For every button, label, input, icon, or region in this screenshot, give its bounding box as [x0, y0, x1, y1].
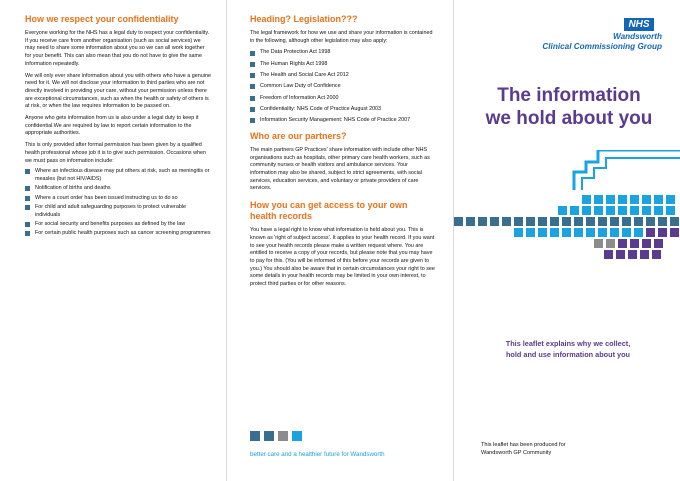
bullet-square-icon: [250, 51, 255, 56]
decor-square: [292, 431, 302, 441]
bullet-square-icon: [25, 222, 30, 227]
map-square: [558, 206, 567, 215]
produced-line-1: This leaflet has been produced for: [481, 442, 566, 448]
list-item: The Data Protection Act 1998: [250, 49, 436, 57]
map-square: [562, 217, 571, 226]
cover-lead-line-1: This leaflet explains why we collect,: [505, 339, 631, 348]
tagline: better care and a healthier future for Wandsworth: [250, 451, 385, 458]
list-item: Where a court order has been issued instructing us to do so: [25, 195, 211, 203]
map-square: [610, 217, 619, 226]
map-square: [490, 217, 499, 226]
bullet-square-icon: [250, 118, 255, 123]
cover-title-line-2: we hold about you: [485, 108, 653, 129]
map-square: [618, 195, 627, 204]
map-square: [606, 206, 615, 215]
map-square: [562, 228, 571, 237]
map-square: [606, 239, 615, 248]
confidentiality-paragraph-1: Everyone working for the NHS has a legal duty to respect your confidentiality. If you receive care from another organisation (such as social services) we may need to share some information about you so we can all work together for your benefit. This can also mean that you do not have to give the same information repeatedly.: [25, 30, 210, 67]
map-square: [640, 250, 649, 259]
map-square: [654, 195, 663, 204]
bullet-square-icon: [250, 84, 255, 89]
list-item: Information Security Management: NHS Code of Practice 2007: [250, 117, 436, 125]
map-square: [586, 217, 595, 226]
org-name-line-2: Clinical Commissioning Group: [542, 42, 662, 51]
map-square: [570, 206, 579, 215]
cover-title: [474, 84, 664, 130]
bullet-square-icon: [25, 205, 30, 210]
map-square: [622, 217, 631, 226]
map-square: [654, 239, 663, 248]
list-item: Confidentiality: NHS Code of Practice August 2003: [250, 106, 436, 114]
map-square: [466, 217, 475, 226]
map-square: [630, 206, 639, 215]
map-square: [634, 228, 643, 237]
map-square: [454, 217, 463, 226]
list-item: Where an infectious disease may put others at risk, such as meningitis or measles (but not HIV/AIDS): [25, 168, 211, 183]
map-square: [550, 217, 559, 226]
map-square: [634, 217, 643, 226]
disclosure-list: [25, 168, 211, 238]
list-item: Common Law Duty of Confidence: [250, 83, 436, 91]
map-square: [538, 217, 547, 226]
map-square: [622, 228, 631, 237]
map-square: [598, 228, 607, 237]
map-square: [598, 217, 607, 226]
decor-square: [264, 431, 274, 441]
confidentiality-paragraph-4: This is only provided after formal permission has been given by a qualified health professional whose job it is to give such permission. Occasions when we must pass on information include:: [25, 142, 206, 164]
partners-text: The main partners GP Practices' share information with include other NHS organisations such as hospitals, other primary care health workers, such as community nurses or health visitors and ambulance services. Your information may also be shared, subject to strict agreements, with social services, education services, and voluntary or private providers of care services.: [250, 146, 430, 192]
bullet-square-icon: [250, 96, 255, 101]
bullet-square-icon: [250, 107, 255, 112]
list-item: Freedom of Information Act 2000: [250, 95, 436, 103]
map-square: [550, 228, 559, 237]
map-square: [594, 206, 603, 215]
map-square: [606, 195, 615, 204]
map-square: [654, 206, 663, 215]
legislation-intro: The legal framework for how we use and share your information is contained in the following, although other legislation may also apply:: [250, 30, 433, 44]
map-square: [646, 217, 655, 226]
map-square: [642, 206, 651, 215]
confidentiality-paragraph-2: We will only ever share information about you with others who have a genuine need for it. We will not disclose your information to third parties who are not directly involved in providing your care, without your permission unless there are exceptional circumstances, such as when the health or safety of others is at risk, or when the law requires information to be passed on.: [25, 72, 211, 110]
bullet-square-icon: [25, 196, 30, 201]
map-square: [604, 250, 613, 259]
map-square: [514, 228, 523, 237]
map-square: [646, 228, 655, 237]
map-square: [666, 206, 675, 215]
bullet-square-icon: [250, 73, 255, 78]
panel-legislation: [227, 0, 453, 481]
panel-confidentiality: [0, 0, 226, 481]
map-square: [478, 217, 487, 226]
map-square: [630, 195, 639, 204]
map-square: [670, 228, 679, 237]
map-square: [526, 228, 535, 237]
map-square: [526, 217, 535, 226]
map-square: [642, 195, 651, 204]
map-square: [538, 228, 547, 237]
map-square: [574, 217, 583, 226]
access-text: You have a legal right to know what information is held about you. This is known as 'right of subject access'. It applies to your health record. If you want to see your health records please make a written request where. You are entitled to receive a copy of your records, but please note that you may have to pay for this. (You will be informed of this before your records are given to you.) You should also be aware that in certain circumstances your right to see some details in your health records may be limited in your own interest, to protect third parties or for other reasons.: [250, 227, 435, 288]
cover-title-line-1: The information: [497, 85, 641, 106]
map-square: [502, 217, 511, 226]
cover-lead-line-2: hold and use information about you: [505, 350, 631, 359]
map-square: [582, 195, 591, 204]
map-square: [652, 250, 661, 259]
nhs-logo: NHS: [624, 18, 654, 31]
cover-lead-text: [470, 338, 666, 360]
list-item: The Health and Social Care Act 2012: [250, 72, 436, 80]
bullet-square-icon: [25, 186, 30, 191]
partners-heading: Who are our partners?: [250, 130, 347, 141]
map-square: [618, 206, 627, 215]
list-item: For child and adult safeguarding purposes to protect vulnerable individuals: [25, 204, 211, 219]
map-square: [658, 228, 667, 237]
wandsworth-map-graphic: [454, 150, 680, 270]
legislation-list: [250, 49, 436, 124]
map-square: [670, 217, 679, 226]
map-square: [618, 239, 627, 248]
access-heading: How you can get access to your own health records: [250, 200, 408, 222]
list-item: For certain public health purposes such as cancer screening programmes: [25, 230, 211, 238]
list-item: Notification of births and deaths: [25, 185, 211, 193]
map-square: [582, 206, 591, 215]
map-square: [594, 239, 603, 248]
confidentiality-heading: How we respect your confidentiality: [25, 14, 179, 24]
map-square: [586, 228, 595, 237]
bullet-square-icon: [25, 231, 30, 236]
produced-for-text: [481, 441, 651, 457]
map-square: [630, 239, 639, 248]
map-square: [642, 239, 651, 248]
map-square: [594, 195, 603, 204]
org-name-line-1: Wandsworth: [613, 32, 662, 41]
map-boundary-line: [574, 150, 680, 190]
bullet-square-icon: [250, 62, 255, 67]
decor-square: [250, 431, 260, 441]
map-square: [514, 217, 523, 226]
decor-square: [278, 431, 288, 441]
produced-line-2: Wandsworth GP Community: [481, 450, 552, 456]
map-square: [616, 250, 625, 259]
confidentiality-paragraph-3: Anyone who gets information from us is also under a legal duty to keep it confidential.We are required by law to report certain information to the appropriate authorities.: [25, 115, 199, 137]
list-item: The Human Rights Act 1998: [250, 61, 436, 69]
bullet-square-icon: [25, 169, 30, 174]
map-square: [666, 195, 675, 204]
map-square: [658, 217, 667, 226]
legislation-heading: Heading? Legislation???: [250, 14, 358, 24]
map-square: [574, 228, 583, 237]
list-item: For social security and benefits purposes as defined by the law: [25, 221, 211, 229]
map-square: [610, 228, 619, 237]
map-square: [628, 250, 637, 259]
